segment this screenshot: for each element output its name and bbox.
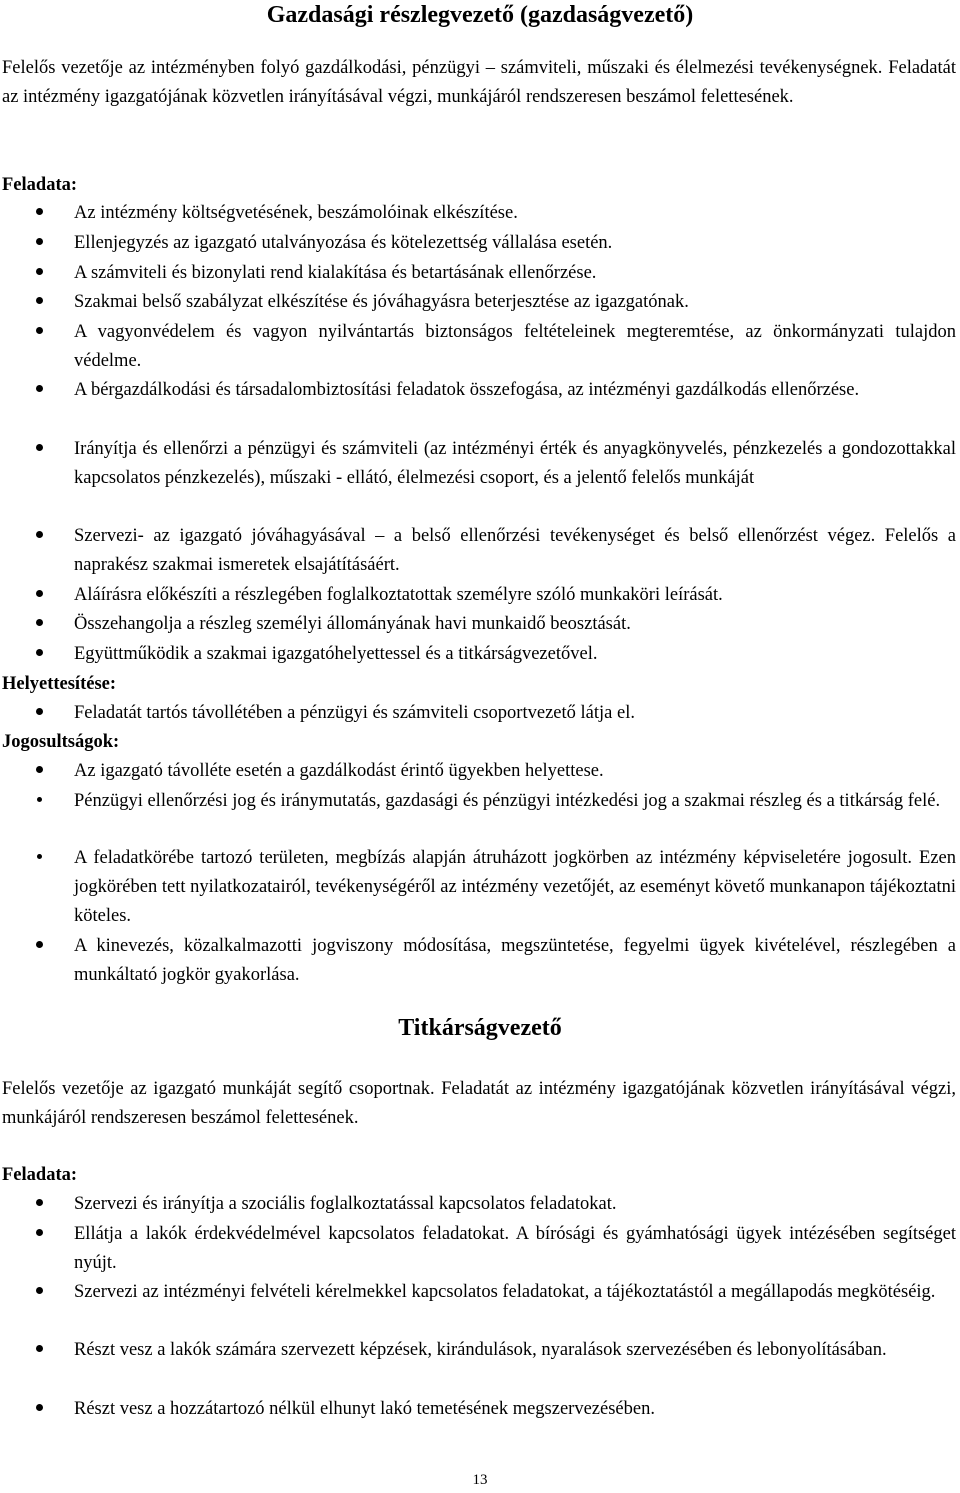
rights-item: Az igazgató távolléte esetén a gazdálkodást érintő ügyekben helyettese. [74, 761, 604, 781]
bullet-icon [37, 854, 42, 859]
bullet-icon [36, 1199, 43, 1206]
bullet-icon [36, 766, 43, 773]
rights-item: Pénzügyi ellenőrzési jog és iránymutatás, gazdasági és pénzügyi intézkedési jog a szakmai részleg és a titkárság felé. [74, 791, 941, 811]
substitution-item: Feladatát tartós távollétében a pénzügyi és számviteli csoportvezető látja el. [74, 703, 635, 723]
bullet-icon [36, 1229, 43, 1236]
bullet-icon [36, 268, 43, 275]
bullet-icon [36, 1345, 43, 1352]
bullet-icon [36, 531, 43, 538]
task-item: Összehangolja a részleg személyi állományának havi munkaidő beosztását. [74, 614, 631, 634]
section-title-gazdasagi: Gazdasági részlegvezető (gazdaságvezető) [266, 2, 694, 28]
task-item: Szakmai belső szabályzat elkészítése és jóváhagyásra beterjesztése az igazgatónak. [74, 292, 689, 312]
bullet-icon [36, 941, 43, 948]
bullet-icon [36, 238, 43, 245]
task-item: Együttműködik a szakmai igazgatóhelyettessel és a titkárságvezetővel. [74, 644, 598, 664]
task-item: Részt vesz a lakók számára szervezett képzések, kirándulások, nyaralások szervezésében és lebonyolításában. [74, 1340, 887, 1360]
bullet-icon [36, 444, 43, 451]
bullet-icon [36, 619, 43, 626]
rights-item: A feladatkörébe tartozó területen, megbízás alapján átruházott jogkörben az intézmény képviseletére jogosult. Ezen jogkörében tett nyilatkozatairól, tevékenységéről az intézmény vezetőjét, az eseményt követő munkanapon tájékoztatni köteles. [74, 848, 957, 926]
bullet-icon [37, 797, 42, 802]
task-item: Szervezi- az igazgató jóváhagyásával – a belső ellenőrzési tevékenységet és belső ellenőrzést végez. Felelős a naprakész szakmai ismeretek elsajátításáért. [74, 526, 956, 575]
bullet-icon [36, 208, 43, 215]
task-item: Irányítja és ellenőrzi a pénzügyi és számviteli (az intézményi érték és anyagkönyvelés, pénzkezelés a gondozottakkal kapcsolatos pénzkezelés), műszaki - ellátó, élelmezési csoport, és a jelentő felelős munkáját [74, 439, 956, 488]
task-item: A vagyonvédelem és vagyon nyilvántartás biztonságos feltételeinek megteremtése, az önkormányzati tulajdon védelme. [74, 322, 956, 371]
task-item: Aláírásra előkészíti a részlegében foglalkoztatottak személyre szóló munkaköri leírását. [74, 585, 723, 605]
rights-item: A kinevezés, közalkalmazotti jogviszony módosítása, megszüntetése, fegyelmi ügyek kivételével, részlegében a munkáltató jogkör gyakorlása. [74, 936, 956, 985]
section-intro-titkarsag: Felelős vezetője az igazgató munkáját segítő csoportnak. Feladatát az intézmény igazgatójának közvetlen irányításával végzi, munkájáról rendszeresen beszámol felettesének. [2, 1079, 956, 1128]
bullet-icon [36, 1404, 43, 1411]
bullet-icon [36, 327, 43, 334]
bullet-icon [36, 590, 43, 597]
page-number: 13 [472, 1472, 488, 1488]
task-item: Ellenjegyzés az igazgató utalványozása és kötelezettség vállalása esetén. [74, 233, 613, 253]
task-item: Részt vesz a hozzátartozó nélkül elhunyt lakó temetésének megszervezésében. [74, 1399, 655, 1419]
tasks-heading-titkarsag: Feladata: [2, 1165, 78, 1185]
section-title-titkarsag: Titkárságvezető [398, 1015, 562, 1041]
task-item: Ellátja a lakók érdekvédelmével kapcsolatos feladatokat. A bírósági és gyámhatósági ügyek intézésében segítséget nyújt. [74, 1224, 956, 1273]
tasks-heading-gazdasagi: Feladata: [2, 175, 78, 195]
bullet-icon [36, 1287, 43, 1294]
task-item: Szervezi az intézményi felvételi kérelmekkel kapcsolatos feladatokat, a tájékoztatástól a megállapodás megkötéséig. [74, 1282, 936, 1302]
bullet-icon [36, 385, 43, 392]
task-item: A bérgazdálkodási és társadalombiztosítási feladatok összefogása, az intézményi gazdálkodás ellenőrzése. [74, 380, 860, 400]
task-item: Az intézmény költségvetésének, beszámolóinak elkészítése. [74, 203, 518, 223]
bullet-icon [36, 649, 43, 656]
task-item: A számviteli és bizonylati rend kialakítása és betartásának ellenőrzése. [74, 263, 597, 283]
substitution-heading: Helyettesítése: [2, 674, 117, 694]
bullet-icon [36, 708, 43, 715]
bullet-icon [36, 297, 43, 304]
rights-heading: Jogosultságok: [2, 732, 120, 752]
task-item: Szervezi és irányítja a szociális foglalkoztatással kapcsolatos feladatokat. [74, 1194, 617, 1214]
section-intro-gazdasagi: Felelős vezetője az intézményben folyó gazdálkodási, pénzügyi – számviteli, műszaki és élelmezési tevékenységnek. Feladatát az intézmény igazgatójának közvetlen irányításával végzi, munkájáról rendszeresen beszámol felettesének. [2, 58, 956, 107]
